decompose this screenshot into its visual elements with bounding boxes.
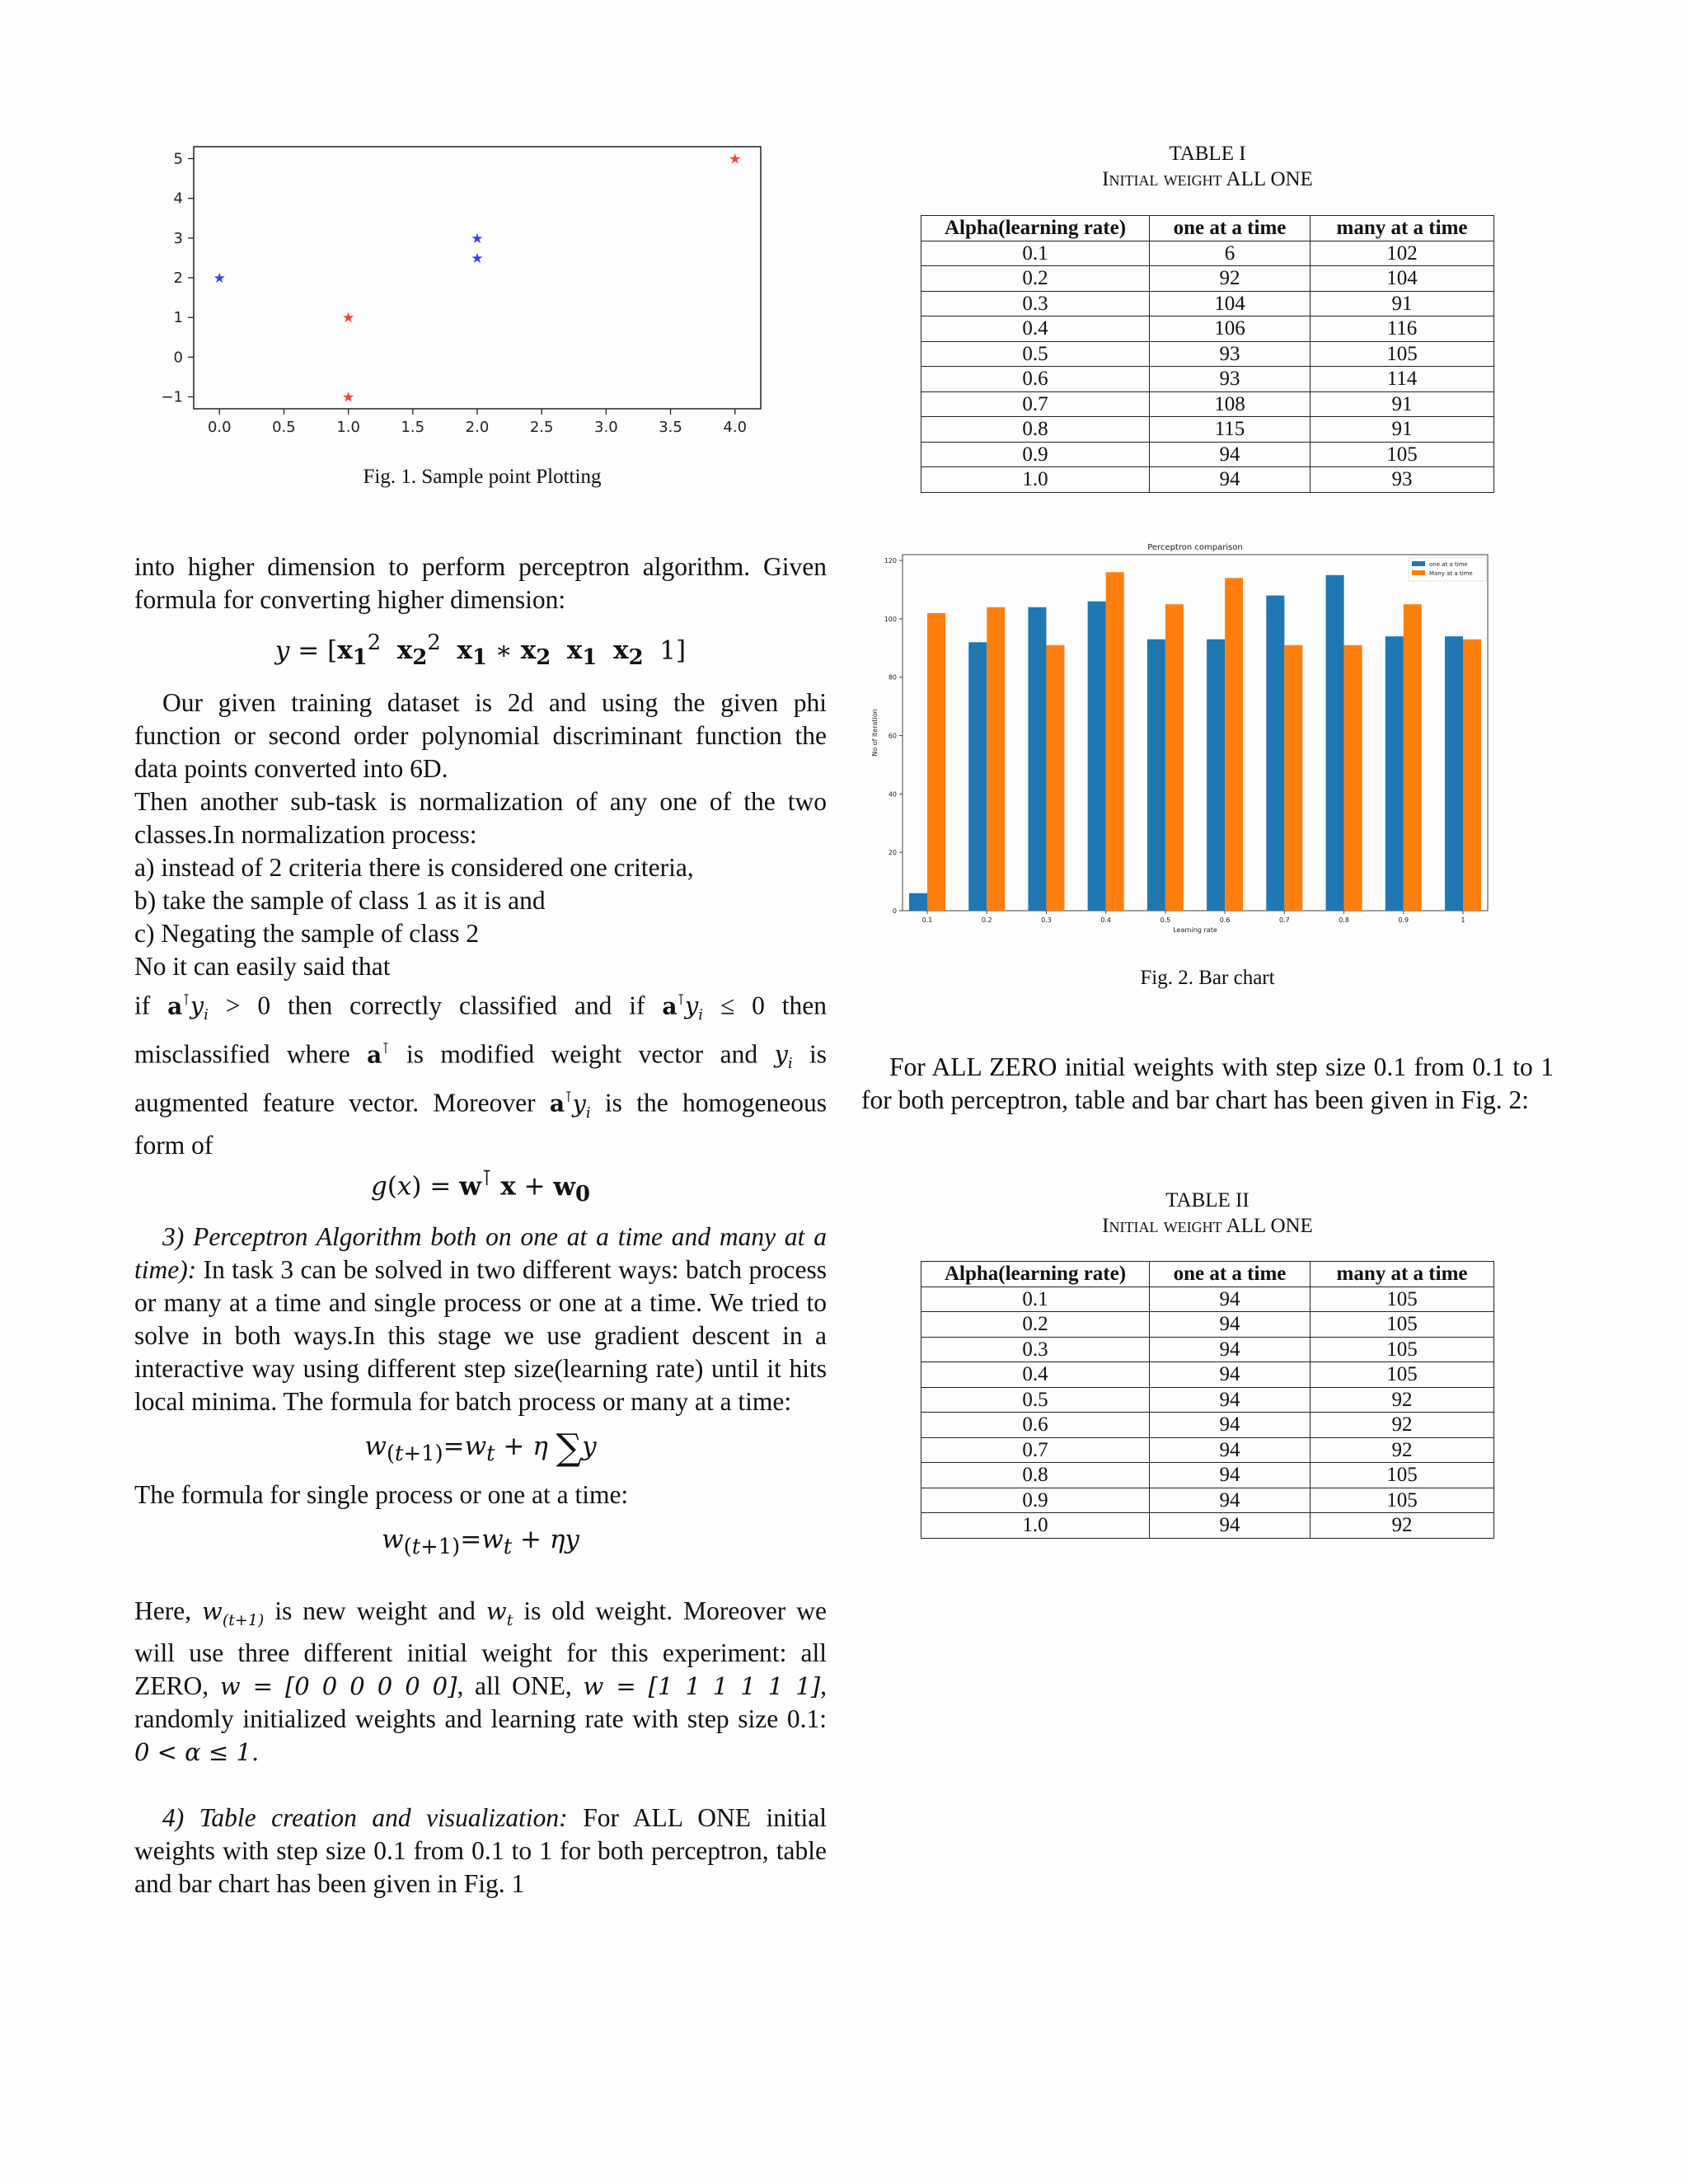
- table-cell: 105: [1311, 1286, 1494, 1312]
- table-row: [921, 1337, 1494, 1362]
- text-span: is old weight. Moreover we will use three different initial weight for this experiment: all ZERO,: [134, 1596, 827, 1701]
- data-point: ★: [342, 310, 355, 327]
- paragraph: The formula for single process or one at a time:: [134, 1480, 629, 1510]
- data-point: ★: [471, 230, 484, 247]
- table-row: [921, 1488, 1494, 1513]
- table-cell: 0.3: [921, 291, 1150, 316]
- table-cell: 0.8: [921, 1463, 1150, 1488]
- y-tick-label: 40: [888, 790, 897, 799]
- table-cell: 105: [1311, 341, 1494, 367]
- table-cell: 94: [1150, 1513, 1311, 1539]
- x-tick-label: 0.5: [272, 419, 296, 436]
- table-cell: 94: [1150, 1286, 1311, 1312]
- data-point: ★: [471, 250, 484, 267]
- table-row: [921, 266, 1494, 292]
- y-tick-label: 5: [173, 150, 183, 168]
- table-cell: 0.1: [921, 241, 1150, 266]
- table-cell: 102: [1311, 241, 1494, 266]
- table-cell: 94: [1150, 1312, 1311, 1338]
- list-item: c) Negating the sample of class 2: [134, 918, 480, 948]
- table2-subtitle: Initial weight ALL ONE: [1102, 1215, 1313, 1237]
- table-row: [921, 442, 1494, 467]
- fig2-bar-chart: [865, 536, 1500, 940]
- text-span: is modified weight vector and: [406, 1039, 758, 1069]
- text-span: is augmented feature vector. Moreover: [134, 1039, 828, 1118]
- text-span: , randomly initialized weights and learning rate with step size 0.1:: [134, 1671, 827, 1734]
- table-cell: 116: [1311, 316, 1494, 342]
- table-cell: 0.3: [921, 1337, 1150, 1362]
- paragraph: into higher dimension to perform perceptron algorithm. Given formula for converting higher dimension:: [134, 552, 827, 614]
- table-cell: 0.5: [921, 1387, 1150, 1413]
- y-tick-label: −1: [161, 388, 183, 406]
- table-cell: 105: [1311, 1463, 1494, 1488]
- table-cell: 91: [1311, 291, 1494, 316]
- plot-frame: [194, 147, 761, 409]
- text-span: if: [134, 991, 151, 1020]
- x-tick-label: 2.5: [529, 419, 554, 436]
- y-tick-label: 120: [884, 557, 897, 565]
- x-tick-label: 0.9: [1398, 916, 1409, 924]
- section-3: [134, 1221, 827, 1418]
- y-tick-label: 2: [173, 269, 183, 287]
- section-4: [134, 1802, 827, 1900]
- col-header: many at a time: [1311, 1262, 1494, 1287]
- table-cell: 0.4: [921, 316, 1150, 342]
- x-tick-label: 4.0: [723, 419, 748, 436]
- y-tick-label: 20: [888, 849, 897, 857]
- table-cell: 94: [1150, 1337, 1311, 1362]
- col-header: one at a time: [1150, 216, 1311, 241]
- table-row: [921, 367, 1494, 392]
- table-row: [921, 1463, 1494, 1488]
- legend-swatch: [1412, 561, 1425, 566]
- y-tick-label: 100: [884, 615, 897, 623]
- table-cell: 105: [1311, 1488, 1494, 1513]
- col-header: many at a time: [1311, 216, 1494, 241]
- x-tick-label: 0.0: [207, 419, 232, 436]
- table1-subtitle: Initial weight ALL ONE: [1102, 168, 1313, 190]
- x-tick-label: 2.0: [465, 419, 490, 436]
- table-row: [921, 316, 1494, 342]
- bar: [968, 642, 987, 911]
- y-tick-label: 1: [173, 309, 183, 327]
- x-tick-label: 0.6: [1219, 916, 1231, 924]
- bar: [1028, 607, 1046, 911]
- table2: [921, 1261, 1494, 1539]
- table-header-row: [921, 1262, 1494, 1287]
- bar: [1225, 578, 1243, 911]
- bar: [1445, 636, 1463, 911]
- alpha-range: 0 < α ≤ 1.: [134, 1738, 260, 1767]
- table-row: [921, 1286, 1494, 1312]
- table-cell: 1.0: [921, 1513, 1150, 1539]
- data-point: ★: [729, 151, 742, 168]
- w-one: w = [1 1 1 1 1 1]: [583, 1672, 821, 1701]
- x-tick-label: 0.2: [981, 916, 992, 924]
- table-row: [921, 341, 1494, 367]
- section-3-body: In task 3 can be solved in two different ways: batch process or many at a time and single process or one at a time. We tried to solve in both ways.In this stage we use gradient descent in a interactive way using different step size(learning rate) until it hits local minima. The formula for batch process or many at a time:: [134, 1254, 827, 1416]
- table-cell: 92: [1311, 1413, 1494, 1438]
- table1-title: TABLE I: [1169, 143, 1246, 165]
- paragraph-classification: if $a^⊺y_i > 0$ then correctly classified and if $a^⊺y_i \le 0$ then misclassified where a⊺ is modified weight vector and $y_i$ is augmented feature vector. Moreover $a^⊺y_i$ is the homogeneous form of: [134, 991, 828, 1160]
- table-cell: 0.6: [921, 1413, 1150, 1438]
- y-tick-label: 3: [173, 229, 183, 247]
- table2-title: TABLE II: [1165, 1189, 1250, 1212]
- table-cell: 104: [1150, 291, 1311, 316]
- table-row: [921, 291, 1494, 316]
- table-cell: 0.1: [921, 1286, 1150, 1312]
- x-tick-label: 1.0: [336, 419, 360, 436]
- paragraph: Then another sub-task is normalization of any one of the two classes.In normalization process:: [134, 786, 827, 849]
- table-row: [921, 1513, 1494, 1539]
- table-cell: 93: [1150, 367, 1311, 392]
- section-4-body: For ALL ONE initial weights with step size 0.1 from 0.1 to 1 for both perceptron, table and bar chart has been given in Fig. 1: [134, 1803, 828, 1899]
- col-header: Alpha(learning rate): [921, 1262, 1150, 1287]
- y-tick-label: 80: [888, 673, 897, 682]
- table-cell: 6: [1150, 241, 1311, 266]
- legend-swatch: [1412, 570, 1425, 575]
- table-cell: 0.6: [921, 367, 1150, 392]
- table-row: [921, 417, 1494, 443]
- table-header-row: [921, 216, 1494, 241]
- table-cell: 0.2: [921, 1312, 1150, 1338]
- bar: [1386, 636, 1404, 911]
- text-span: Here,: [134, 1596, 192, 1626]
- table-cell: 94: [1150, 1387, 1311, 1413]
- bar: [1344, 645, 1362, 911]
- table-row: [921, 391, 1494, 417]
- table-cell: 92: [1311, 1387, 1494, 1413]
- phi-equation: $y = [x_1^2$ $x_2^2$ $x_1$ ∗ $x_2$ $x_1$ $x_2$ 1]: [274, 630, 687, 671]
- x-tick-label: 3.0: [594, 419, 618, 436]
- table-cell: 93: [1311, 467, 1494, 493]
- table-cell: 91: [1311, 417, 1494, 443]
- table-cell: 0.8: [921, 417, 1150, 443]
- table-cell: 92: [1311, 1437, 1494, 1463]
- x-tick-label: 0.8: [1339, 916, 1349, 924]
- fig2-caption: Fig. 2. Bar chart: [1140, 967, 1275, 989]
- bar: [1404, 604, 1422, 911]
- table-cell: 0.7: [921, 1437, 1150, 1463]
- col-header: one at a time: [1150, 1262, 1311, 1287]
- table-cell: 0.9: [921, 442, 1150, 467]
- table-row: [921, 1312, 1494, 1338]
- list-item: a) instead of 2 criteria there is considered one criteria,: [134, 852, 694, 882]
- bar: [987, 607, 1005, 911]
- single-update-equation: $w_{(t+1)}=w_t + \eta y$: [382, 1525, 579, 1560]
- table-cell: 94: [1150, 1463, 1311, 1488]
- x-tick-label: 0.7: [1278, 916, 1290, 924]
- batch-update-equation: $w_{(t+1)}=w_t + \eta$ ∑y: [364, 1426, 597, 1469]
- left-column-text: [134, 551, 827, 1900]
- section-4-title: 4) Table creation and visualization:: [162, 1803, 568, 1833]
- y-tick-label: 0: [892, 907, 897, 915]
- table-cell: 115: [1150, 417, 1311, 443]
- bar: [1463, 640, 1481, 911]
- table-cell: 93: [1150, 341, 1311, 367]
- table-cell: 108: [1150, 391, 1311, 417]
- chart-title: Perceptron comparison: [1147, 543, 1243, 552]
- table-cell: 0.7: [921, 391, 1150, 417]
- x-tick-label: 0.1: [921, 916, 933, 924]
- table-cell: 1.0: [921, 467, 1150, 493]
- text-span: is new weight and: [274, 1596, 476, 1626]
- fig1-scatter-plot: [148, 132, 775, 437]
- data-point: ★: [213, 270, 226, 287]
- table-cell: 94: [1150, 467, 1311, 493]
- table-cell: 0.5: [921, 341, 1150, 367]
- table-cell: 94: [1150, 1488, 1311, 1513]
- bar: [1266, 596, 1284, 911]
- table-row: [921, 1413, 1494, 1438]
- bar: [1284, 645, 1302, 911]
- table-cell: 106: [1150, 316, 1311, 342]
- legend-label: Many at a time: [1429, 570, 1473, 577]
- table-row: [921, 241, 1494, 266]
- paragraph: Our given training dataset is 2d and using the given phi function or second order polynomial discriminant function the data points converted into 6D.: [134, 687, 827, 783]
- x-tick-label: 1.5: [401, 419, 425, 436]
- table-cell: 94: [1150, 1437, 1311, 1463]
- col-header: Alpha(learning rate): [921, 216, 1150, 241]
- table-cell: 91: [1311, 391, 1494, 417]
- table-cell: 114: [1311, 367, 1494, 392]
- bar: [909, 893, 927, 911]
- text-span: , all ONE,: [457, 1671, 572, 1701]
- x-tick-label: 1: [1461, 916, 1465, 924]
- table-cell: 92: [1150, 266, 1311, 292]
- paragraph: For ALL ZERO initial weights with step size 0.1 from 0.1 to 1 for both perceptron, table and bar chart has been given in Fig. 2:: [861, 1052, 1554, 1114]
- table-cell: 105: [1311, 442, 1494, 467]
- table-row: [921, 1387, 1494, 1413]
- legend-label: one at a time: [1429, 561, 1468, 568]
- table1: [921, 215, 1494, 493]
- x-tick-label: 0.5: [1160, 916, 1171, 924]
- paragraph: No it can easily said that: [134, 951, 391, 981]
- fig1-caption: Fig. 1. Sample point Plotting: [363, 466, 602, 488]
- table-cell: 105: [1311, 1362, 1494, 1388]
- bar: [927, 613, 945, 911]
- table-row: [921, 1362, 1494, 1388]
- x-tick-label: 3.5: [659, 419, 682, 436]
- w-zero: w = [0 0 0 0 0 0]: [219, 1672, 457, 1701]
- table-cell: 0.9: [921, 1488, 1150, 1513]
- discriminant-equation: g(x) = w⊺ $x + w_0$: [370, 1166, 591, 1207]
- eq-lhs: y =: [274, 635, 328, 666]
- bar: [1326, 575, 1344, 911]
- y-tick-label: 60: [888, 732, 897, 740]
- table-cell: 104: [1311, 266, 1494, 292]
- list-item: b) take the sample of class 1 as it is and: [134, 885, 546, 915]
- x-tick-label: 0.4: [1100, 916, 1112, 924]
- table-cell: 0.4: [921, 1362, 1150, 1388]
- table-row: [921, 1437, 1494, 1463]
- y-axis-label: No of iteration: [871, 709, 879, 757]
- text-span: is the homogeneous form of: [134, 1088, 828, 1160]
- table-row: [921, 467, 1494, 493]
- x-tick-label: 0.3: [1041, 916, 1052, 924]
- x-axis-label: Learning rate: [1173, 926, 1217, 934]
- section-3-title: 3) Perceptron Algorithm both on one at a time and many at a time):: [134, 1221, 827, 1284]
- text-span: then misclassified where: [134, 991, 828, 1069]
- bar: [1147, 640, 1165, 911]
- table-cell: 94: [1150, 442, 1311, 467]
- table-cell: 105: [1311, 1337, 1494, 1362]
- bar: [1088, 602, 1106, 911]
- y-tick-label: 4: [173, 190, 183, 208]
- table-cell: 0.2: [921, 266, 1150, 292]
- text-span: then correctly classified and if: [288, 991, 645, 1020]
- bar: [1046, 645, 1064, 911]
- right-column-text: [861, 1051, 1554, 1117]
- table-cell: 92: [1311, 1513, 1494, 1539]
- data-point: ★: [342, 389, 355, 406]
- y-tick-label: 0: [173, 349, 183, 367]
- table-cell: 105: [1311, 1312, 1494, 1338]
- table-cell: 94: [1150, 1413, 1311, 1438]
- bar: [1207, 640, 1225, 911]
- table-cell: 94: [1150, 1362, 1311, 1388]
- bar: [1165, 604, 1184, 911]
- paragraph-weights: Here, $w_{(t+1)}$ is new weight and $w_t$ is old weight. Moreover we will use three different initial weight for this experiment: all ZERO, w = [0 0 0 0 0 0], all ONE, w = [1 1 1 1 1 1], randomly initialized weights and learning rate with step size 0.1: 0 < α ≤ 1.: [134, 1596, 827, 1767]
- bar: [1106, 572, 1124, 911]
